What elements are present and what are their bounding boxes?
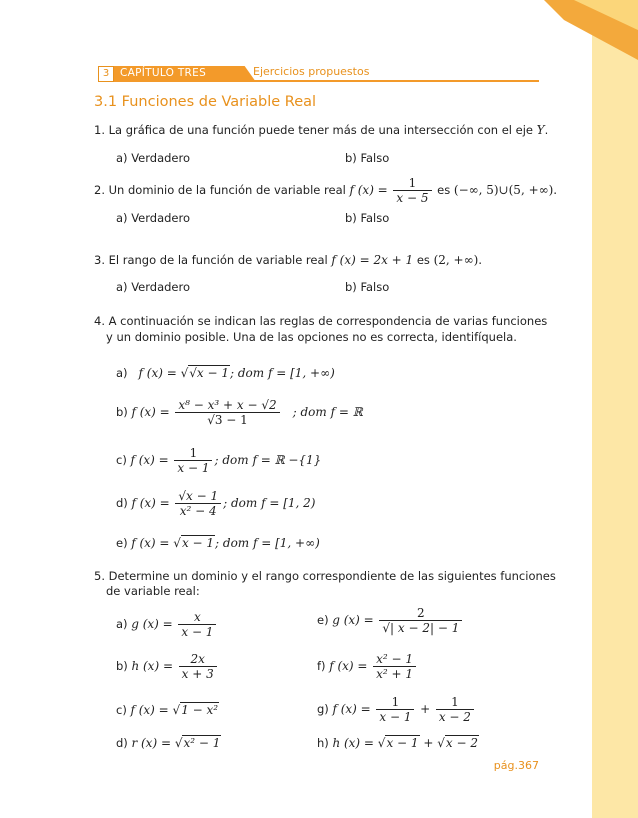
q4-b-fraction [175, 398, 279, 427]
q2-option-a: a) Verdadero [116, 211, 190, 225]
q1-statement [94, 123, 548, 137]
q5-e-label: e) [317, 613, 329, 627]
q5-a-label: a) [116, 617, 128, 631]
q4-line1: 4. A continuación se indican las reglas de correspondencia de varias funciones [94, 314, 548, 328]
q4-item-d [116, 489, 315, 518]
q4-c-num: 1 [174, 446, 212, 461]
q1-option-a: a) Verdadero [116, 151, 190, 165]
q3-formula: f (x) = 2x + 1 [331, 253, 414, 267]
q3-text: 3. El rango de la función de variable real [94, 253, 328, 267]
q2-lhs: f (x) = [349, 183, 388, 197]
q5-e-den: √| x − 2| − 1 [382, 621, 460, 635]
q5-item-e [317, 606, 464, 635]
q1-text: 1. La gráfica de una función puede tener más de una intersección con el eje [94, 123, 537, 137]
q5-f-label: f) [317, 659, 326, 673]
chapter-header [98, 66, 539, 82]
corner-decoration [544, 0, 638, 818]
q5-b-num: 2x [179, 652, 217, 667]
chapter-subtitle: Ejercicios propuestos [253, 65, 370, 78]
q2-es: es [437, 183, 451, 197]
q5-g-fraction-2 [436, 695, 474, 724]
q5-line1: 5. Determine un dominio y el rango correspondiente de las siguientes funciones [94, 569, 556, 583]
q2-option-b: b) Falso [345, 211, 390, 225]
q5-a-den: x − 1 [181, 625, 214, 639]
q3-statement [94, 253, 482, 267]
q4-item-b [116, 398, 363, 427]
q4-b-lhs: f (x) = [131, 405, 170, 419]
q4-c-den: x − 1 [177, 461, 210, 475]
q5-b-den: x + 3 [181, 667, 214, 681]
q2-fraction [393, 176, 431, 205]
q5-g-lhs: f (x) = [332, 702, 371, 716]
q5-b-label: b) [116, 659, 128, 673]
q2-statement [94, 176, 557, 205]
q2-den: x − 5 [396, 191, 429, 205]
q4-e-domain: ; dom f = [1, +∞) [215, 536, 320, 550]
q4-d-label: d) [116, 496, 128, 510]
q5-h-plus: + √ [419, 736, 445, 750]
q4-c-domain: ; dom f = ℝ −{1} [214, 453, 322, 467]
q4-item-e [116, 536, 320, 550]
q4-d-fraction [175, 489, 221, 518]
q4-e-radicand: x − 1 [181, 536, 215, 550]
q4-a-label: a) [116, 366, 128, 380]
q4-item-c [116, 446, 321, 475]
q3-es: es [416, 253, 430, 267]
q1-option-b: b) Falso [345, 151, 390, 165]
q4-c-fraction [174, 446, 212, 475]
q4-b-domain: ; dom f = ℝ [292, 405, 363, 419]
q5-f-num: x² − 1 [373, 652, 416, 667]
q5-h-label: h) [317, 736, 329, 750]
q5-g-den2: x − 2 [438, 710, 471, 724]
q4-d-lhs: f (x) = [131, 496, 170, 510]
q5-g-den1: x − 1 [379, 710, 412, 724]
q5-d-label: d) [116, 736, 128, 750]
q2-text: 2. Un dominio de la función de variable real [94, 183, 346, 197]
q4-e-lhs: f (x) = √ [131, 536, 181, 550]
q5-a-num: x [178, 610, 216, 625]
q4-line2: y un dominio posible. Una de las opciones no es correcta, identifíquela. [106, 330, 517, 344]
q5-c-lhs: f (x) = √ [130, 703, 181, 717]
q5-f-lhs: f (x) = [329, 659, 368, 673]
q1-end: . [544, 123, 549, 137]
q5-d-lhs: r (x) = √ [131, 736, 183, 750]
section-title: 3.1 Funciones de Variable Real [94, 94, 317, 110]
q5-c-label: c) [116, 703, 127, 717]
q5-e-num: 2 [379, 606, 462, 621]
q5-item-b [116, 652, 219, 681]
q5-h-lhs: h (x) = √ [332, 736, 386, 750]
q5-item-f [317, 652, 418, 681]
q4-c-label: c) [116, 453, 127, 467]
q5-g-label: g) [317, 702, 329, 716]
q4-b-num: x⁸ − x³ + x − √2 [175, 398, 279, 413]
q5-e-lhs: g (x) = [332, 613, 374, 627]
q5-b-lhs: h (x) = [131, 659, 173, 673]
q4-b-den: √3 − 1 [207, 413, 248, 427]
q4-a-domain: ; dom f = [1, +∞) [229, 366, 335, 380]
q5-d-radicand: x² − 1 [183, 736, 221, 750]
q2-num: 1 [393, 176, 431, 191]
q5-a-lhs: g (x) = [131, 617, 173, 631]
q3-option-a: a) Verdadero [116, 280, 190, 294]
q5-f-den: x² + 1 [376, 667, 414, 681]
q5-item-g [317, 695, 476, 724]
q3-set: (2, +∞). [433, 253, 483, 267]
q1-var: Y [536, 123, 545, 137]
q4-d-num: √x − 1 [175, 489, 221, 504]
q4-e-label: e) [116, 536, 128, 550]
q5-item-c [116, 703, 219, 717]
q4-c-lhs: f (x) = [130, 453, 169, 467]
q4-b-label: b) [116, 405, 128, 419]
q5-g-num1: 1 [376, 695, 414, 710]
q4-d-den: x² − 4 [179, 504, 217, 518]
q2-set: (−∞, 5)∪(5, +∞). [453, 183, 558, 197]
q5-g-plus: + [420, 702, 431, 716]
chapter-number: 3 [98, 66, 114, 82]
q5-h-radicand-2: x − 2 [445, 736, 478, 750]
q4-item-a: a) f (x) = √√x − 1; dom f = [1, +∞) [116, 366, 335, 380]
chapter-title: CAPÍTULO TRES [120, 67, 207, 79]
q5-g-num2: 1 [436, 695, 474, 710]
q5-item-d [116, 736, 221, 750]
q5-line2: de variable real: [106, 584, 200, 598]
header-rule [114, 80, 539, 82]
q4-d-domain: ; dom f = [1, 2) [223, 496, 316, 510]
q5-a-fraction [178, 610, 216, 639]
q5-b-fraction [179, 652, 217, 681]
q5-e-fraction [379, 606, 462, 635]
q4-a-lhs: f (x) = [138, 366, 181, 380]
q5-f-fraction [373, 652, 416, 681]
q3-option-b: b) Falso [345, 280, 390, 294]
q5-item-h [317, 736, 479, 750]
q5-g-fraction-1 [376, 695, 414, 724]
q5-c-radicand: 1 − x² [181, 703, 219, 717]
q4-a-radicand: √x − 1 [189, 366, 229, 380]
q5-h-radicand-1: x − 1 [386, 736, 419, 750]
page-number: pág.367 [493, 759, 539, 772]
q5-item-a [116, 610, 218, 639]
